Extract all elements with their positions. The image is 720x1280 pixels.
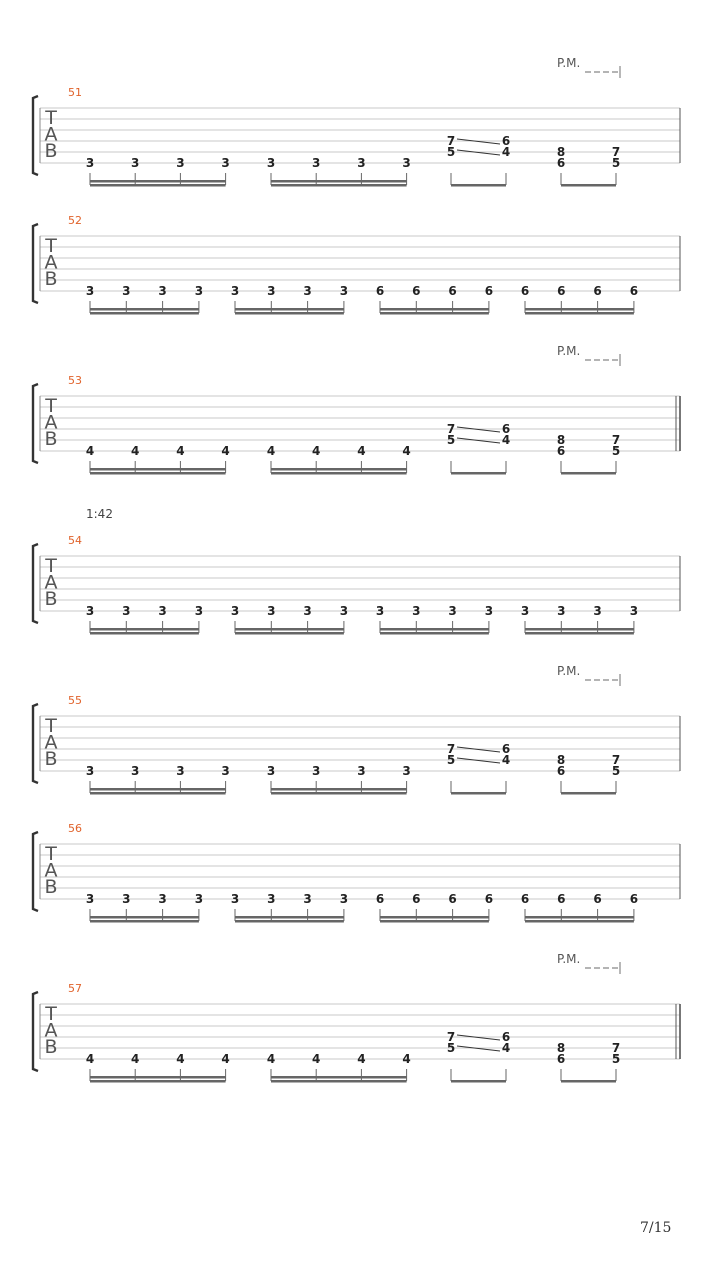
beam-secondary <box>380 920 489 923</box>
beam-secondary <box>90 312 199 315</box>
fret-number: 3 <box>267 284 276 298</box>
tab-clef-letter: B <box>44 876 58 898</box>
tab-clef-letter: A <box>44 571 58 594</box>
fret-number: 4 <box>131 444 140 458</box>
fret-number: 3 <box>85 156 95 170</box>
fret-number: 5 <box>446 433 456 447</box>
fret-number: 3 <box>339 284 349 298</box>
tab-clef-letter: T <box>45 1003 57 1025</box>
tab-clef-letter: A <box>44 123 58 146</box>
beam-primary <box>451 184 506 187</box>
fret-number: 3 <box>267 604 276 618</box>
fret-number: 6 <box>412 892 421 906</box>
tab-system-55 <box>33 664 680 795</box>
tab-clef-letter: T <box>45 107 57 129</box>
note-group <box>557 753 620 795</box>
beam-primary <box>271 468 407 471</box>
fret-number: 4 <box>357 444 366 458</box>
fret-number: 6 <box>556 764 566 778</box>
note-group <box>86 1052 230 1083</box>
fret-number: 6 <box>412 284 421 298</box>
fret-number: 4 <box>131 1052 140 1066</box>
fret-number: 6 <box>557 892 566 906</box>
beam-secondary <box>380 632 489 635</box>
measure-number: 54 <box>68 534 82 547</box>
fret-number: 4 <box>501 145 511 159</box>
fret-number: 4 <box>312 1052 321 1066</box>
note-group <box>557 433 620 475</box>
fret-number: 8 <box>556 753 566 767</box>
note-group <box>231 604 348 635</box>
fret-number: 6 <box>629 892 639 906</box>
system-bracket <box>33 224 38 303</box>
tab-clef-letter: B <box>44 588 58 610</box>
fret-number: 8 <box>556 1041 566 1055</box>
palm-mute-label: P.M. <box>557 952 581 966</box>
fret-number: 3 <box>85 764 95 778</box>
fret-number: 4 <box>85 444 95 458</box>
fret-number: 5 <box>611 1052 621 1066</box>
fret-number: 3 <box>312 764 321 778</box>
note-group <box>267 444 411 475</box>
fret-number: 5 <box>446 145 456 159</box>
fret-number: 3 <box>267 892 276 906</box>
beam-primary <box>271 788 407 791</box>
beam-secondary <box>90 792 226 795</box>
beam-secondary <box>90 632 199 635</box>
fret-number: 6 <box>556 156 566 170</box>
tab-clef-letter: T <box>45 395 57 417</box>
fret-number: 3 <box>312 156 321 170</box>
note-group <box>376 892 493 923</box>
fret-number: 7 <box>611 433 621 447</box>
beam-primary <box>561 472 616 475</box>
palm-mute-label: P.M. <box>557 664 581 678</box>
beam-primary <box>380 628 489 631</box>
fret-number: 3 <box>221 156 230 170</box>
fret-number: 3 <box>303 892 312 906</box>
palm-mute-marking <box>557 344 620 366</box>
system-bracket <box>33 544 38 623</box>
fret-number: 4 <box>312 444 321 458</box>
system-bracket <box>33 704 38 783</box>
measure-number: 56 <box>68 822 82 835</box>
note-group <box>86 156 230 187</box>
note-group <box>447 1030 510 1083</box>
fret-number: 3 <box>85 284 95 298</box>
fret-number: 7 <box>446 134 456 148</box>
note-group <box>231 284 348 315</box>
fret-number: 5 <box>611 156 621 170</box>
fret-number: 7 <box>611 145 621 159</box>
fret-number: 5 <box>611 444 621 458</box>
beam-secondary <box>525 632 634 635</box>
beam-secondary <box>271 184 407 187</box>
fret-number: 3 <box>158 284 167 298</box>
fret-number: 3 <box>402 156 411 170</box>
beam-secondary <box>525 312 634 315</box>
fret-number: 3 <box>339 892 349 906</box>
beam-primary <box>451 792 506 795</box>
beam-primary <box>525 308 634 311</box>
fret-number: 3 <box>230 284 240 298</box>
tab-clef-letter: T <box>45 843 57 865</box>
note-group <box>231 892 348 923</box>
system-bracket <box>33 992 38 1071</box>
system-bracket <box>33 96 38 175</box>
fret-number: 3 <box>230 604 240 618</box>
tab-clef-letter: B <box>44 1036 58 1058</box>
fret-number: 6 <box>375 284 385 298</box>
fret-number: 6 <box>484 284 494 298</box>
beam-secondary <box>90 920 199 923</box>
beam-primary <box>561 184 616 187</box>
beam-secondary <box>525 920 634 923</box>
fret-number: 4 <box>176 1052 185 1066</box>
fret-number: 3 <box>520 604 530 618</box>
page-number: 7/15 <box>640 1220 672 1236</box>
fret-number: 3 <box>266 156 276 170</box>
tab-system-54 <box>33 507 680 635</box>
beam-primary <box>451 472 506 475</box>
beam-secondary <box>271 792 407 795</box>
fret-number: 3 <box>122 892 131 906</box>
beam-primary <box>271 180 407 183</box>
fret-number: 3 <box>85 604 95 618</box>
measure-number: 55 <box>68 694 82 707</box>
fret-number: 4 <box>266 1052 276 1066</box>
fret-number: 6 <box>501 742 511 756</box>
fret-number: 3 <box>357 156 366 170</box>
fret-number: 3 <box>303 284 312 298</box>
fret-number: 6 <box>593 284 602 298</box>
beam-primary <box>235 308 344 311</box>
fret-number: 6 <box>484 892 494 906</box>
beam-secondary <box>271 1080 407 1083</box>
fret-number: 6 <box>593 892 602 906</box>
fret-number: 6 <box>448 892 457 906</box>
fret-number: 4 <box>501 1041 511 1055</box>
fret-number: 5 <box>446 753 456 767</box>
fret-number: 3 <box>194 892 204 906</box>
fret-number: 5 <box>446 1041 456 1055</box>
tab-clef-letter: A <box>44 411 58 434</box>
beam-primary <box>90 916 199 919</box>
note-group <box>86 764 230 795</box>
system-bracket <box>33 832 38 911</box>
fret-number: 3 <box>593 604 602 618</box>
fret-number: 3 <box>194 284 204 298</box>
fret-number: 3 <box>303 604 312 618</box>
note-group <box>557 145 620 187</box>
fret-number: 4 <box>402 1052 411 1066</box>
fret-number: 3 <box>629 604 639 618</box>
beam-primary <box>561 792 616 795</box>
palm-mute-label: P.M. <box>557 344 581 358</box>
note-group <box>267 1052 411 1083</box>
fret-number: 3 <box>122 604 131 618</box>
tab-clef-letter: A <box>44 731 58 754</box>
tab-system-56 <box>33 822 680 923</box>
beam-primary <box>90 1076 226 1079</box>
tab-clef-letter: B <box>44 140 58 162</box>
tab-system-51 <box>33 56 680 187</box>
note-group <box>86 284 203 315</box>
beam-primary <box>90 180 226 183</box>
fret-number: 3 <box>131 764 140 778</box>
fret-number: 4 <box>357 1052 366 1066</box>
beam-primary <box>525 916 634 919</box>
fret-number: 3 <box>131 156 140 170</box>
beam-primary <box>525 628 634 631</box>
tab-clef-letter: A <box>44 251 58 274</box>
fret-number: 4 <box>221 444 230 458</box>
beam-primary <box>271 1076 407 1079</box>
note-group <box>447 134 510 187</box>
tab-clef-letter: A <box>44 859 58 882</box>
fret-number: 3 <box>357 764 366 778</box>
beam-primary <box>235 628 344 631</box>
tab-clef-letter: T <box>45 555 57 577</box>
fret-number: 5 <box>611 764 621 778</box>
fret-number: 7 <box>611 1041 621 1055</box>
tab-clef-letter: T <box>45 235 57 257</box>
tab-clef-letter: B <box>44 428 58 450</box>
fret-number: 6 <box>501 134 511 148</box>
note-group <box>557 1041 620 1083</box>
fret-number: 7 <box>446 1030 456 1044</box>
beam-primary <box>90 308 199 311</box>
beam-primary <box>561 1080 616 1083</box>
system-bracket <box>33 384 38 463</box>
fret-number: 3 <box>402 764 411 778</box>
tab-system-52 <box>33 214 680 315</box>
fret-number: 6 <box>501 422 511 436</box>
note-group <box>376 284 493 315</box>
fret-number: 3 <box>557 604 566 618</box>
measure-number: 57 <box>68 982 82 995</box>
beam-primary <box>90 628 199 631</box>
beam-primary <box>90 788 226 791</box>
beam-primary <box>235 916 344 919</box>
note-group <box>86 444 230 475</box>
fret-number: 3 <box>484 604 494 618</box>
palm-mute-marking <box>557 664 620 686</box>
fret-number: 7 <box>611 753 621 767</box>
note-group <box>521 284 638 315</box>
measure-number: 52 <box>68 214 82 227</box>
fret-number: 3 <box>176 764 185 778</box>
note-group <box>447 742 510 795</box>
beam-primary <box>90 468 226 471</box>
fret-number: 8 <box>556 145 566 159</box>
fret-number: 7 <box>446 742 456 756</box>
note-group <box>267 764 411 795</box>
tab-clef-letter: T <box>45 715 57 737</box>
beam-secondary <box>90 1080 226 1083</box>
beam-secondary <box>235 632 344 635</box>
fret-number: 6 <box>520 284 530 298</box>
palm-mute-label: P.M. <box>557 56 581 70</box>
fret-number: 6 <box>556 1052 566 1066</box>
palm-mute-marking <box>557 56 620 78</box>
fret-number: 3 <box>85 892 95 906</box>
fret-number: 6 <box>557 284 566 298</box>
beam-primary <box>380 308 489 311</box>
note-group <box>86 604 203 635</box>
fret-number: 3 <box>221 764 230 778</box>
fret-number: 4 <box>221 1052 230 1066</box>
beam-secondary <box>271 472 407 475</box>
fret-number: 3 <box>158 604 167 618</box>
beam-secondary <box>235 920 344 923</box>
fret-number: 4 <box>266 444 276 458</box>
fret-number: 6 <box>375 892 385 906</box>
measure-number: 53 <box>68 374 82 387</box>
measure-number: 51 <box>68 86 82 99</box>
fret-number: 3 <box>122 284 131 298</box>
fret-number: 3 <box>448 604 457 618</box>
tab-system-53 <box>33 344 680 475</box>
beam-secondary <box>380 312 489 315</box>
note-group <box>521 892 638 923</box>
beam-secondary <box>90 472 226 475</box>
note-group <box>376 604 493 635</box>
time-marker: 1:42 <box>86 507 113 521</box>
fret-number: 3 <box>230 892 240 906</box>
fret-number: 3 <box>339 604 349 618</box>
fret-number: 4 <box>85 1052 95 1066</box>
fret-number: 3 <box>266 764 276 778</box>
beam-secondary <box>90 184 226 187</box>
fret-number: 6 <box>448 284 457 298</box>
tab-clef-letter: B <box>44 268 58 290</box>
note-group <box>86 892 203 923</box>
fret-number: 3 <box>375 604 385 618</box>
beam-primary <box>380 916 489 919</box>
tab-clef-letter: A <box>44 1019 58 1042</box>
note-group <box>447 422 510 475</box>
fret-number: 4 <box>501 433 511 447</box>
fret-number: 4 <box>501 753 511 767</box>
fret-number: 6 <box>501 1030 511 1044</box>
fret-number: 6 <box>629 284 639 298</box>
fret-number: 7 <box>446 422 456 436</box>
beam-primary <box>451 1080 506 1083</box>
note-group <box>267 156 411 187</box>
fret-number: 6 <box>520 892 530 906</box>
fret-number: 8 <box>556 433 566 447</box>
fret-number: 6 <box>556 444 566 458</box>
note-group <box>521 604 638 635</box>
fret-number: 3 <box>158 892 167 906</box>
tab-system-57 <box>33 952 680 1083</box>
beam-secondary <box>235 312 344 315</box>
fret-number: 4 <box>176 444 185 458</box>
fret-number: 4 <box>402 444 411 458</box>
fret-number: 3 <box>176 156 185 170</box>
palm-mute-marking <box>557 952 620 974</box>
tab-clef-letter: B <box>44 748 58 770</box>
fret-number: 3 <box>412 604 421 618</box>
fret-number: 3 <box>194 604 204 618</box>
